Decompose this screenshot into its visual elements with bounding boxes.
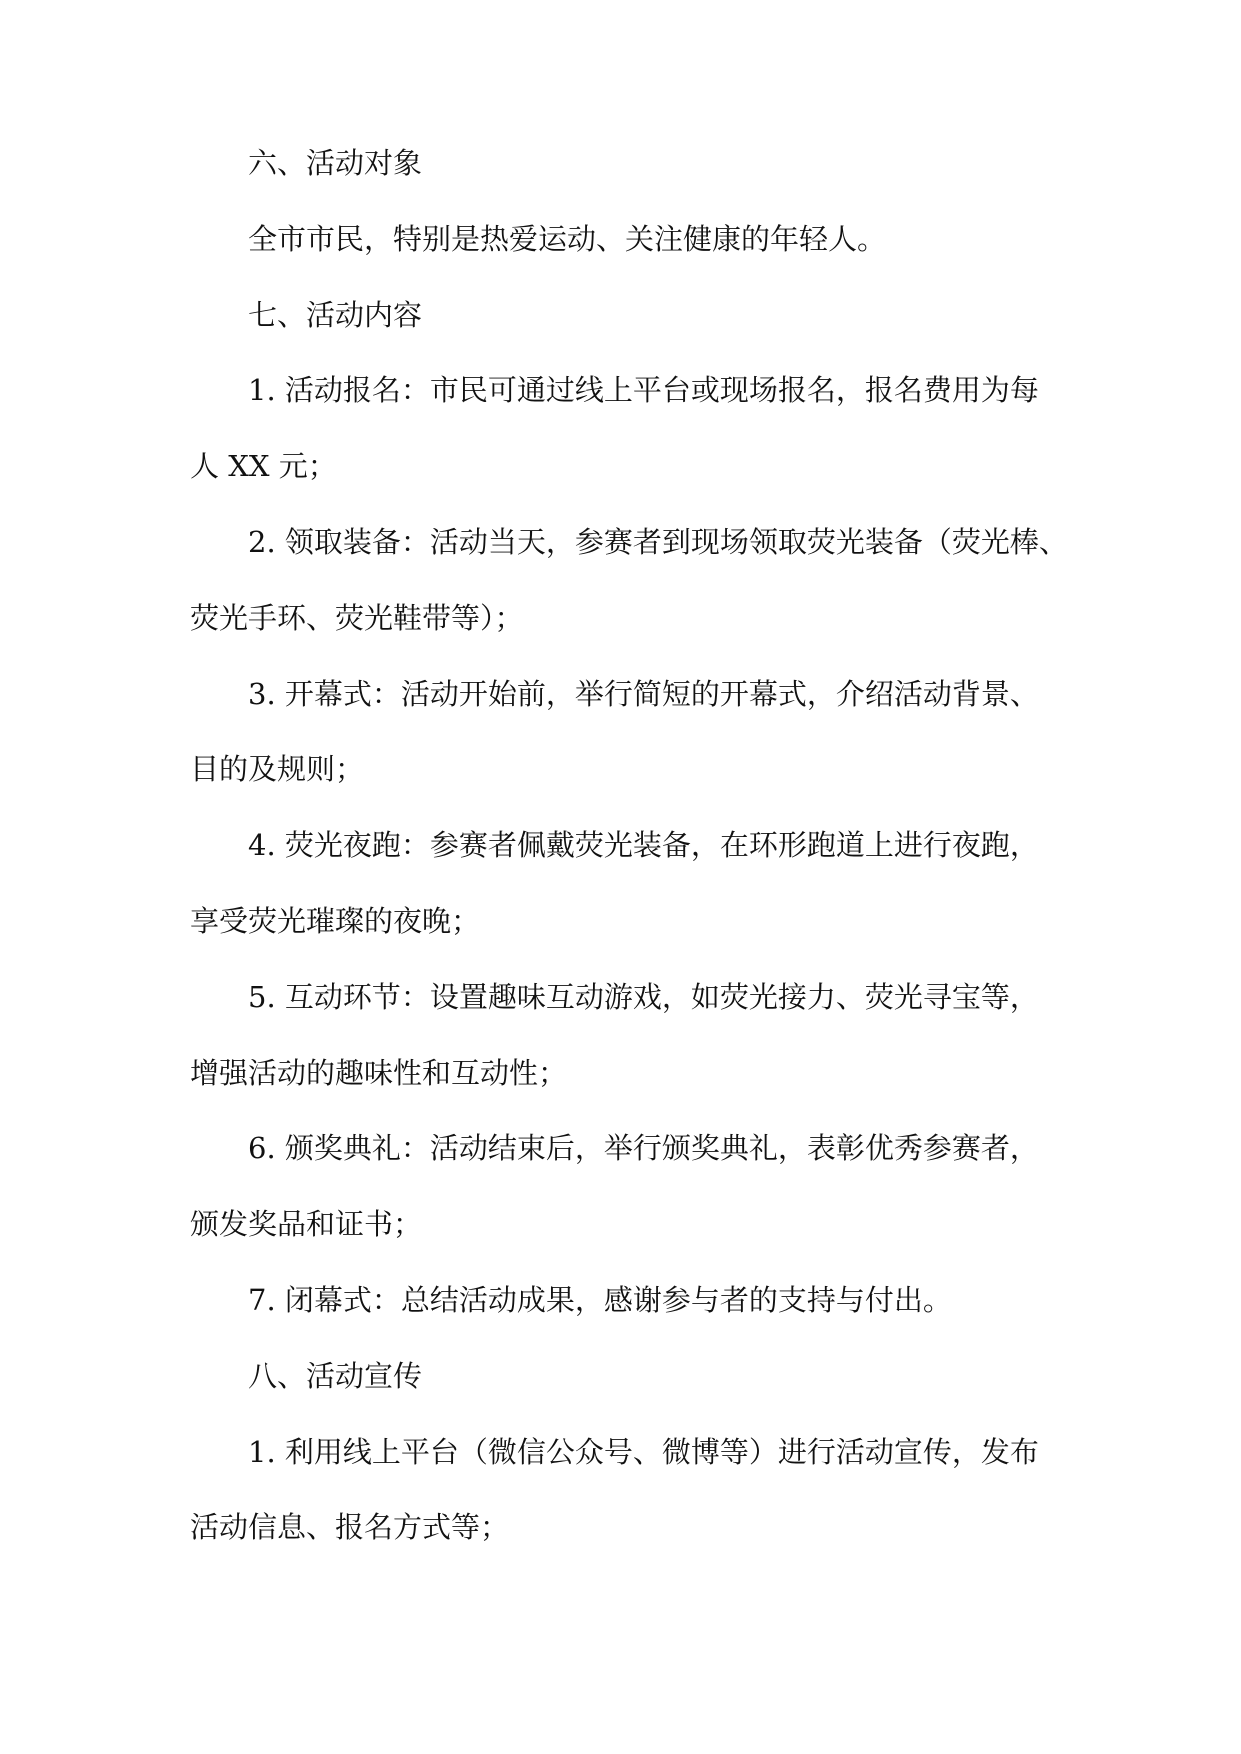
document-body <box>190 145 1070 1585</box>
list-item-2-line-1: 2. 领取装备：活动当天，参赛者到现场领取荧光装备（荧光棒、 <box>248 524 1068 559</box>
list-item-3-line-2: 目的及规则； <box>190 752 365 787</box>
promo-item-1-line-2: 活动信息、报名方式等； <box>190 1510 510 1545</box>
list-item-4-line-1: 4. 荧光夜跑：参赛者佩戴荧光装备，在环形跑道上进行夜跑， <box>248 828 1039 863</box>
list-item-1-line-2: 人 XX 元； <box>190 449 337 484</box>
list-item-6-line-2: 颁发奖品和证书； <box>190 1207 423 1242</box>
list-item-1-line-1: 1. 活动报名：市民可通过线上平台或现场报名，报名费用为每 <box>248 373 1039 408</box>
section-heading-6: 六、活动对象 <box>248 146 423 180</box>
list-item-5-line-2: 增强活动的趣味性和互动性； <box>190 1055 568 1090</box>
list-item-4-line-2: 享受荧光璀璨的夜晚； <box>190 903 481 938</box>
list-item-6-line-1: 6. 颁奖典礼：活动结束后，举行颁奖典礼，表彰优秀参赛者， <box>248 1131 1039 1166</box>
section-heading-7: 七、活动内容 <box>248 297 423 332</box>
list-item-5-line-1: 5. 互动环节：设置趣味互动游戏，如荧光接力、荧光寻宝等， <box>248 979 1039 1014</box>
promo-item-1-line-1: 1. 利用线上平台（微信公众号、微博等）进行活动宣传，发布 <box>248 1434 1039 1469</box>
list-item-2-line-2: 荧光手环、荧光鞋带等）； <box>190 600 524 635</box>
section-heading-8: 八、活动宣传 <box>248 1358 423 1393</box>
paragraph-target-audience: 全市市民，特别是热爱运动、关注健康的年轻人。 <box>248 221 887 256</box>
list-item-7: 7. 闭幕式：总结活动成果，感谢参与者的支持与付出。 <box>248 1282 952 1317</box>
list-item-3-line-1: 3. 开幕式：活动开始前，举行简短的开幕式，介绍活动背景、 <box>248 676 1039 711</box>
